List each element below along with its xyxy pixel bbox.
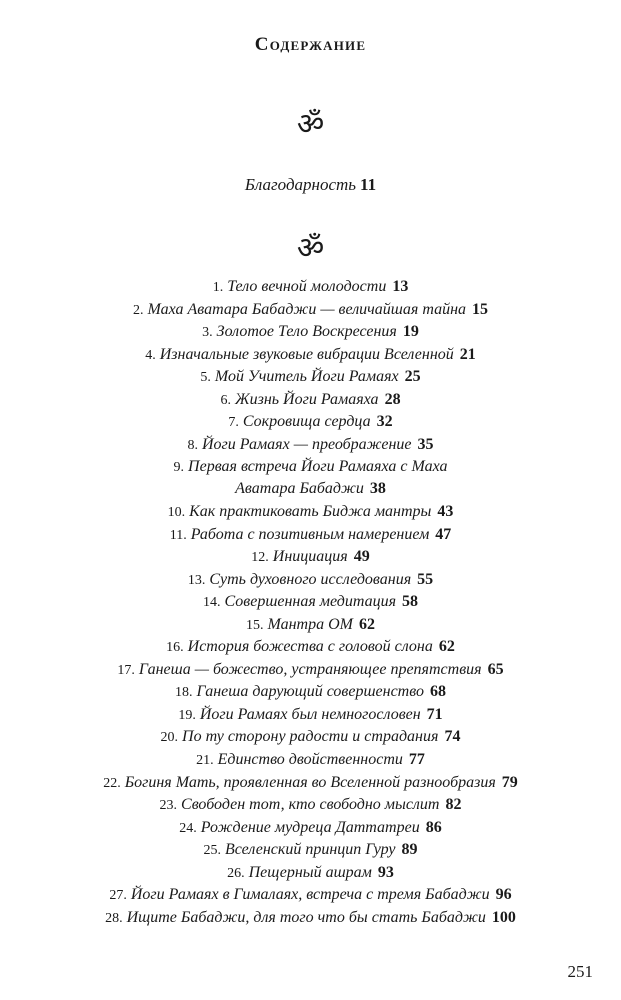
toc-entry-number: 9.	[173, 460, 185, 476]
toc-entry-title: Мантра ОМ	[267, 615, 353, 633]
toc-entry	[0, 524, 621, 547]
toc-entry-title: Ищите Бабаджи, для того что бы стать Бабаджи	[126, 908, 486, 926]
toc-entry-number: 8.	[187, 437, 198, 453]
toc-entry	[0, 726, 621, 749]
toc-entry-page: 15	[472, 300, 488, 318]
toc-entry-page: 82	[445, 796, 462, 814]
toc-entry	[0, 501, 621, 524]
toc-entry-number: 16.	[166, 640, 184, 656]
toc-entry-page: 93	[377, 863, 394, 881]
toc-entry-number: 12.	[251, 550, 269, 566]
toc-entry-number: 2.	[133, 302, 144, 318]
toc-entry-title: Ганеша — божество, устраняющее препятствия	[138, 660, 482, 678]
toc-entry	[0, 411, 621, 434]
toc-entry-page: 62	[358, 615, 375, 633]
toc-entry-number: 18.	[175, 685, 193, 701]
toc-entry-title: По ту сторону радости и страдания	[182, 728, 439, 746]
toc-entry-page: 21	[459, 345, 476, 363]
toc-entry-number: 23.	[159, 798, 178, 814]
toc-entry	[0, 749, 621, 772]
om-icon: ॐ	[296, 231, 325, 266]
toc-entry-number: 14.	[202, 595, 221, 611]
toc-entry	[0, 772, 621, 795]
toc-entry	[0, 478, 621, 501]
toc-entry-title: Инициация	[272, 548, 348, 566]
om-icon: ॐ	[296, 107, 325, 142]
toc-entry-title: Работа с позитивным намерением	[190, 525, 430, 543]
acknowledgments-title: Благодарность	[244, 175, 357, 194]
toc-entry	[0, 366, 621, 389]
toc-entry-number: 3.	[202, 325, 213, 341]
toc-entry	[0, 884, 621, 907]
toc-entry-page: 49	[353, 548, 370, 566]
toc-entry-title: Тело вечной молодости	[227, 278, 387, 295]
toc-entry-number: 21.	[196, 752, 214, 768]
toc-entry	[0, 659, 621, 682]
toc-entry-number: 4.	[145, 347, 156, 363]
toc-entry-number: 17.	[117, 662, 135, 678]
toc-entry	[0, 569, 621, 592]
toc-entry-title: Мой Учитель Йоги Рамаях	[214, 368, 399, 386]
toc-entry	[0, 344, 621, 367]
toc-entry-title: Ганеша дарующий совершенство	[196, 683, 424, 701]
toc-entry-title: Изначальные звуковые вибрации Вселенной	[159, 345, 454, 363]
toc-entry	[0, 546, 621, 569]
toc-entry-title: Йоги Рамаях был немногословен	[199, 705, 421, 723]
toc-entry-page: 28	[384, 390, 401, 408]
toc-entry	[0, 794, 621, 817]
toc-entry-number: 19.	[178, 707, 196, 723]
toc-entry	[0, 839, 621, 862]
toc-entry	[0, 817, 621, 840]
toc-entry	[0, 299, 621, 322]
toc-entry	[0, 456, 621, 479]
toc-entry-title: Маха Аватара Бабаджи — величайшая тайна	[147, 300, 466, 318]
toc-entry	[0, 681, 621, 704]
toc-entry-number: 7.	[228, 415, 239, 431]
toc-entry-number: 24.	[179, 820, 197, 836]
toc-entry-page: 71	[426, 705, 443, 723]
toc-entry-page: 43	[437, 502, 454, 520]
page-title: Содержание	[254, 34, 367, 55]
toc-entry-page: 38	[369, 480, 386, 498]
toc-entry-number: 5.	[200, 370, 211, 386]
toc-entry-title: Жизнь Йоги Рамаяха	[234, 390, 379, 408]
toc-entry-page: 96	[495, 886, 512, 904]
toc-entry-number: 11.	[169, 527, 187, 543]
toc-entry-page: 74	[444, 728, 461, 746]
toc-entry	[0, 321, 621, 344]
toc-entry-page: 19	[402, 323, 419, 341]
toc-entry-number: 28.	[105, 910, 123, 926]
toc-entry	[0, 591, 621, 614]
toc-entry-page: 65	[487, 660, 504, 678]
toc-entry-page: 89	[401, 841, 418, 859]
toc-entry-title: Йоги Рамаях — преображение	[202, 435, 412, 453]
toc-entry-number: 15.	[246, 617, 264, 633]
toc-entry	[0, 614, 621, 637]
toc-entry-number: 6.	[220, 392, 231, 408]
toc-entry-title: Совершенная медитация	[224, 593, 396, 611]
toc-entry	[0, 389, 621, 412]
toc-entry	[0, 907, 621, 930]
acknowledgments-page: 11	[360, 175, 377, 194]
toc-entry-title: Суть духовного исследования	[209, 570, 412, 588]
toc-entry-title: Золотое Тело Воскресения	[216, 323, 397, 341]
toc-entry-page: 13	[392, 278, 409, 295]
toc-entry-page: 77	[408, 750, 425, 768]
toc-entry-number: 25.	[203, 843, 221, 859]
toc-entry-title: Как практиковать Биджа мантры	[189, 502, 432, 520]
toc-entry	[0, 636, 621, 659]
acknowledgments-entry	[0, 175, 621, 195]
toc-entry-page: 68	[429, 683, 446, 701]
toc-entry-number: 27.	[109, 888, 127, 904]
toc-entry-title: Первая встреча Йоги Рамаяха с Маха	[188, 458, 448, 476]
toc-entry-title: История божества с головой слона	[187, 638, 433, 656]
toc-entry-page: 55	[417, 570, 434, 588]
toc-entry	[0, 862, 621, 885]
toc-entry-page: 58	[402, 593, 418, 611]
toc-entry-page: 79	[501, 773, 518, 791]
toc-entry-page: 100	[491, 908, 516, 926]
toc-entry-number: 20.	[160, 730, 179, 746]
toc-entry	[0, 704, 621, 727]
page-number: 251	[567, 962, 593, 981]
toc-entry-title: Рождение мудреца Даттатреи	[200, 818, 420, 836]
toc-entry-title: Йоги Рамаях в Гималаях, встреча с тремя Бабаджи	[130, 886, 490, 904]
toc-entry-number: 13.	[187, 572, 206, 588]
toc-entry-title: Аватара Бабаджи	[235, 480, 364, 498]
toc-entry-page: 86	[425, 818, 442, 836]
toc-entry-page: 35	[417, 435, 434, 453]
toc-entry-title: Сокровища сердца	[242, 413, 371, 431]
toc-entry-page: 32	[376, 413, 393, 431]
toc-entry-title: Вселенский принцип Гуру	[225, 841, 396, 859]
toc-entry	[0, 434, 621, 457]
toc-entry-title: Единство двойственности	[217, 750, 403, 768]
toc-entry-title: Богиня Мать, проявленная во Вселенной разнообразия	[124, 773, 496, 791]
toc-entry-page: 25	[404, 368, 421, 386]
toc-entry-title: Пещерный ашрам	[248, 863, 372, 881]
toc-entry-number: 26.	[227, 865, 245, 881]
toc-entry	[0, 276, 621, 299]
table-of-contents	[0, 276, 621, 929]
toc-entry-page: 47	[435, 525, 452, 543]
toc-entry-title: Свободен тот, кто свободно мыслит	[181, 796, 440, 814]
toc-entry-number: 1.	[212, 280, 224, 295]
toc-entry-number: 10.	[167, 504, 186, 520]
toc-entry-number: 22.	[103, 775, 121, 791]
toc-entry-page: 62	[438, 638, 455, 656]
